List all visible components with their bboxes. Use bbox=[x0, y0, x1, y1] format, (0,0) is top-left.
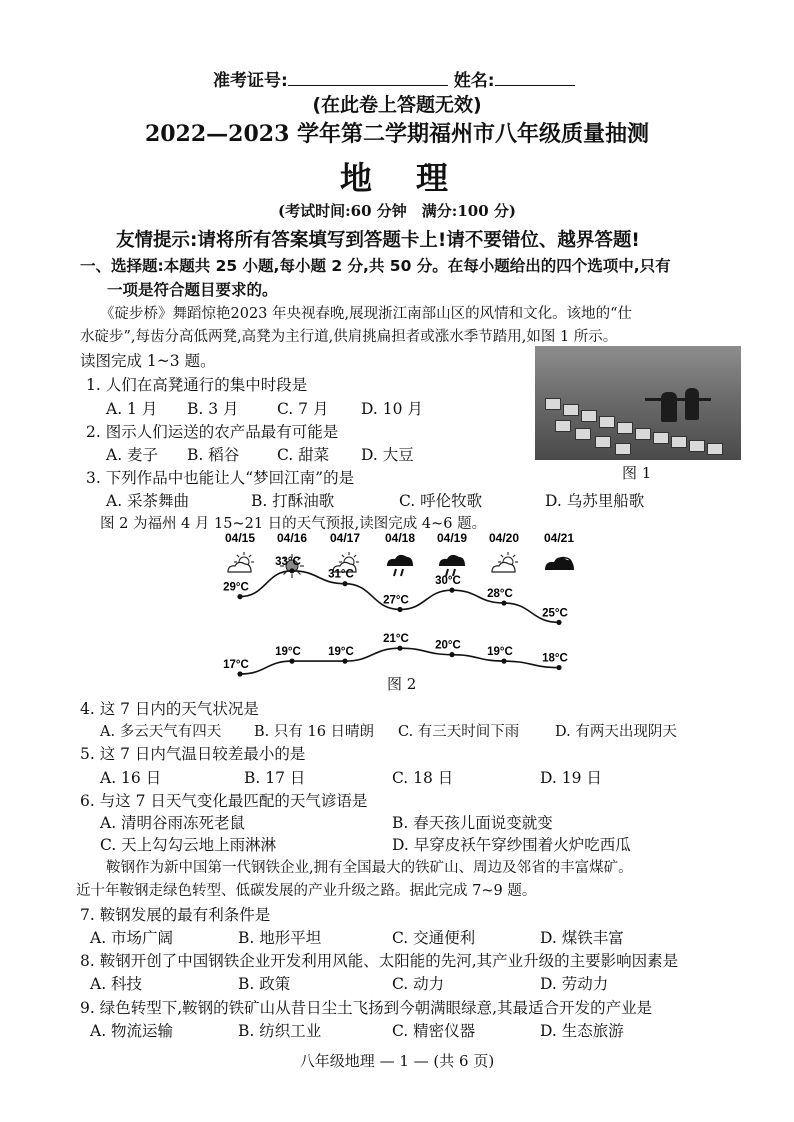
low-temp-label: 17°C bbox=[223, 659, 249, 671]
q8-stem: 8. 鞍钢开创了中国钢铁企业开发利用风能、太阳能的先河,其产业升级的主要影响因素是 bbox=[80, 952, 679, 970]
q2-option-d: D. 大豆 bbox=[361, 446, 414, 464]
section-heading-line1: 一、选择题:本题共 25 小题,每小题 2 分,共 50 分。在每小题给出的四个选项中,只有 bbox=[80, 257, 671, 275]
high-temp-point bbox=[397, 607, 402, 612]
passage1-line2: 水碇步”,每齿分高低两凳,高凳为主行道,供肩挑扁担者或涨水季节踏用,如图 1 所示。 bbox=[80, 329, 618, 345]
q3-option-b: B. 打酥油歌 bbox=[251, 492, 335, 510]
reminder: 友情提示:请将所有答案填写到答题卡上!请不要错位、越界答题! bbox=[116, 230, 640, 251]
low-temp-label: 19°C bbox=[328, 646, 354, 659]
q7-stem: 7. 鞍钢发展的最有利条件是 bbox=[80, 906, 271, 924]
high-temp-point bbox=[237, 594, 242, 599]
q9-option-c: C. 精密仪器 bbox=[392, 1022, 476, 1040]
date-label: 04/20 bbox=[488, 531, 520, 545]
low-temp-label: 19°C bbox=[487, 646, 513, 659]
q4-option-d: D. 有两天出现阴天 bbox=[555, 724, 677, 740]
high-temp-point bbox=[342, 581, 347, 586]
date-label: 04/18 bbox=[384, 531, 416, 545]
figure2-caption: 图 2 bbox=[387, 675, 417, 693]
exam-info: (考试时间:60 分钟 满分:100 分) bbox=[278, 202, 516, 220]
exam-number-label: 准考证号: bbox=[213, 71, 288, 91]
high-temp-label: 29°C bbox=[223, 581, 249, 594]
q4-option-a: A. 多云天气有四天 bbox=[100, 724, 222, 740]
high-temp-label: 28°C bbox=[487, 588, 513, 601]
partly-cloudy-icon bbox=[492, 552, 518, 572]
name-label: 姓名: bbox=[453, 71, 495, 91]
exam-title: 2022—2023 学年第二学期福州市八年级质量抽测 bbox=[144, 121, 650, 147]
q6-option-c: C. 天上勾勾云地上雨淋淋 bbox=[100, 836, 277, 854]
q4-stem: 4. 这 7 日内的天气状况是 bbox=[80, 700, 259, 718]
q3-option-c: C. 呼伦牧歌 bbox=[399, 492, 483, 510]
invalid-note: (在此卷上答题无效) bbox=[312, 94, 482, 116]
q3-option-d: D. 乌苏里船歌 bbox=[545, 492, 645, 510]
low-temp-label: 18°C bbox=[542, 652, 568, 665]
low-temp-point bbox=[397, 646, 402, 651]
high-temp-point bbox=[501, 600, 506, 605]
high-temp-label: 27°C bbox=[383, 594, 409, 607]
q5-stem: 5. 这 7 日内气温日较差最小的是 bbox=[80, 745, 306, 763]
q1-stem: 1. 人们在高凳通行的集中时段是 bbox=[86, 376, 308, 394]
q1-option-d: D. 10 月 bbox=[361, 400, 423, 418]
subject-title: 地 理 bbox=[339, 159, 454, 197]
low-temp-point bbox=[449, 652, 454, 657]
q9-option-d: D. 生态旅游 bbox=[540, 1022, 624, 1040]
q3-stem: 3. 下列作品中也能让人“梦回江南”的是 bbox=[86, 469, 355, 487]
date-label: 04/21 bbox=[543, 531, 575, 545]
q9-option-b: B. 纺织工业 bbox=[238, 1022, 322, 1040]
q2-option-c: C. 甜菜 bbox=[277, 446, 330, 464]
high-temp-point bbox=[289, 568, 294, 573]
q3-option-a: A. 采茶舞曲 bbox=[106, 492, 190, 510]
low-temp-point bbox=[501, 659, 506, 664]
date-label: 04/19 bbox=[436, 531, 468, 545]
high-temp-label: 33°C bbox=[275, 555, 301, 568]
q5-option-a: A. 16 日 bbox=[100, 769, 162, 787]
high-temp-point bbox=[556, 620, 561, 625]
q8-option-a: A. 科技 bbox=[90, 975, 143, 993]
q8-option-c: C. 动力 bbox=[392, 975, 445, 993]
figure1-caption: 图 1 bbox=[622, 464, 652, 482]
passage3-line1: 鞍钢作为新中国第一代钢铁企业,拥有全国最大的铁矿山、周边及邻省的丰富煤矿。 bbox=[106, 860, 633, 876]
q7-option-a: A. 市场广阔 bbox=[90, 929, 174, 947]
q6-option-d: D. 早穿皮袄午穿纱围着火炉吃西瓜 bbox=[392, 836, 631, 854]
low-temp-point bbox=[289, 659, 294, 664]
exam-number-field bbox=[213, 66, 575, 91]
page-footer: 八年级地理 — 1 — (共 6 页) bbox=[299, 1052, 495, 1070]
high-temp-point bbox=[449, 588, 454, 593]
date-label: 04/16 bbox=[276, 531, 308, 545]
q2-stem: 2. 图示人们运送的农产品最有可能是 bbox=[86, 423, 339, 441]
rain-icon bbox=[387, 555, 413, 576]
q4-option-c: C. 有三天时间下雨 bbox=[398, 724, 520, 740]
q7-option-c: C. 交通便利 bbox=[392, 929, 476, 947]
q6-option-a: A. 清明谷雨冻死老鼠 bbox=[100, 814, 246, 832]
q4-option-b: B. 只有 16 日晴朗 bbox=[254, 724, 375, 740]
exam-number-blank bbox=[288, 71, 448, 86]
q5-option-d: D. 19 日 bbox=[540, 769, 602, 787]
low-temp-label: 21°C bbox=[383, 633, 409, 646]
section-heading-line2: 一项是符合题目要求的。 bbox=[107, 281, 278, 299]
low-temp-point bbox=[556, 665, 561, 670]
q5-option-c: C. 18 日 bbox=[392, 769, 454, 787]
q7-option-b: B. 地形平坦 bbox=[238, 929, 322, 947]
figure1-photo bbox=[535, 346, 741, 460]
q8-option-b: B. 政策 bbox=[238, 975, 291, 993]
low-temp-point bbox=[237, 671, 242, 676]
date-label: 04/17 bbox=[329, 531, 361, 545]
passage2: 图 2 为福州 4 月 15~21 日的天气预报,读图完成 4~6 题。 bbox=[100, 516, 487, 532]
low-temp-label: 19°C bbox=[275, 646, 301, 659]
q2-option-a: A. 麦子 bbox=[106, 446, 159, 464]
low-temp-label: 20°C bbox=[435, 639, 461, 652]
q6-option-b: B. 春天孩儿面说变就变 bbox=[392, 814, 553, 832]
q1-option-a: A. 1 月 bbox=[106, 400, 158, 418]
q6-stem: 6. 与这 7 日天气变化最匹配的天气谚语是 bbox=[80, 792, 368, 810]
q1-option-b: B. 3 月 bbox=[187, 400, 239, 418]
q5-option-b: B. 17 日 bbox=[244, 769, 306, 787]
low-temp-point bbox=[342, 659, 347, 664]
overcast-icon bbox=[545, 557, 574, 570]
passage1-line1: 《碇步桥》舞蹈惊艳2023 年央视春晚,展现浙江南部山区的风情和文化。该地的“仕 bbox=[100, 306, 633, 322]
partly-cloudy-icon bbox=[228, 552, 254, 572]
passage3-line2: 近十年鞍钢走绿色转型、低碳发展的产业升级之路。据此完成 7~9 题。 bbox=[76, 883, 537, 899]
q9-stem: 9. 绿色转型下,鞍钢的铁矿山从昔日尘土飞扬到今朝满眼绿意,其最适合开发的产业是 bbox=[80, 999, 653, 1017]
high-temp-label: 31°C bbox=[328, 568, 354, 581]
passage1-line3: 读图完成 1~3 题。 bbox=[80, 352, 216, 370]
q7-option-d: D. 煤铁丰富 bbox=[540, 929, 624, 947]
q8-option-d: D. 劳动力 bbox=[540, 975, 609, 993]
rain-icon bbox=[439, 555, 465, 576]
q1-option-c: C. 7 月 bbox=[277, 400, 329, 418]
weather-chart bbox=[0, 530, 794, 690]
high-temp-label: 30°C bbox=[435, 575, 461, 588]
q9-option-a: A. 物流运输 bbox=[90, 1022, 174, 1040]
date-label: 04/15 bbox=[224, 531, 256, 545]
q2-option-b: B. 稻谷 bbox=[187, 446, 240, 464]
high-temp-label: 25°C bbox=[542, 607, 568, 620]
name-blank bbox=[495, 71, 575, 86]
